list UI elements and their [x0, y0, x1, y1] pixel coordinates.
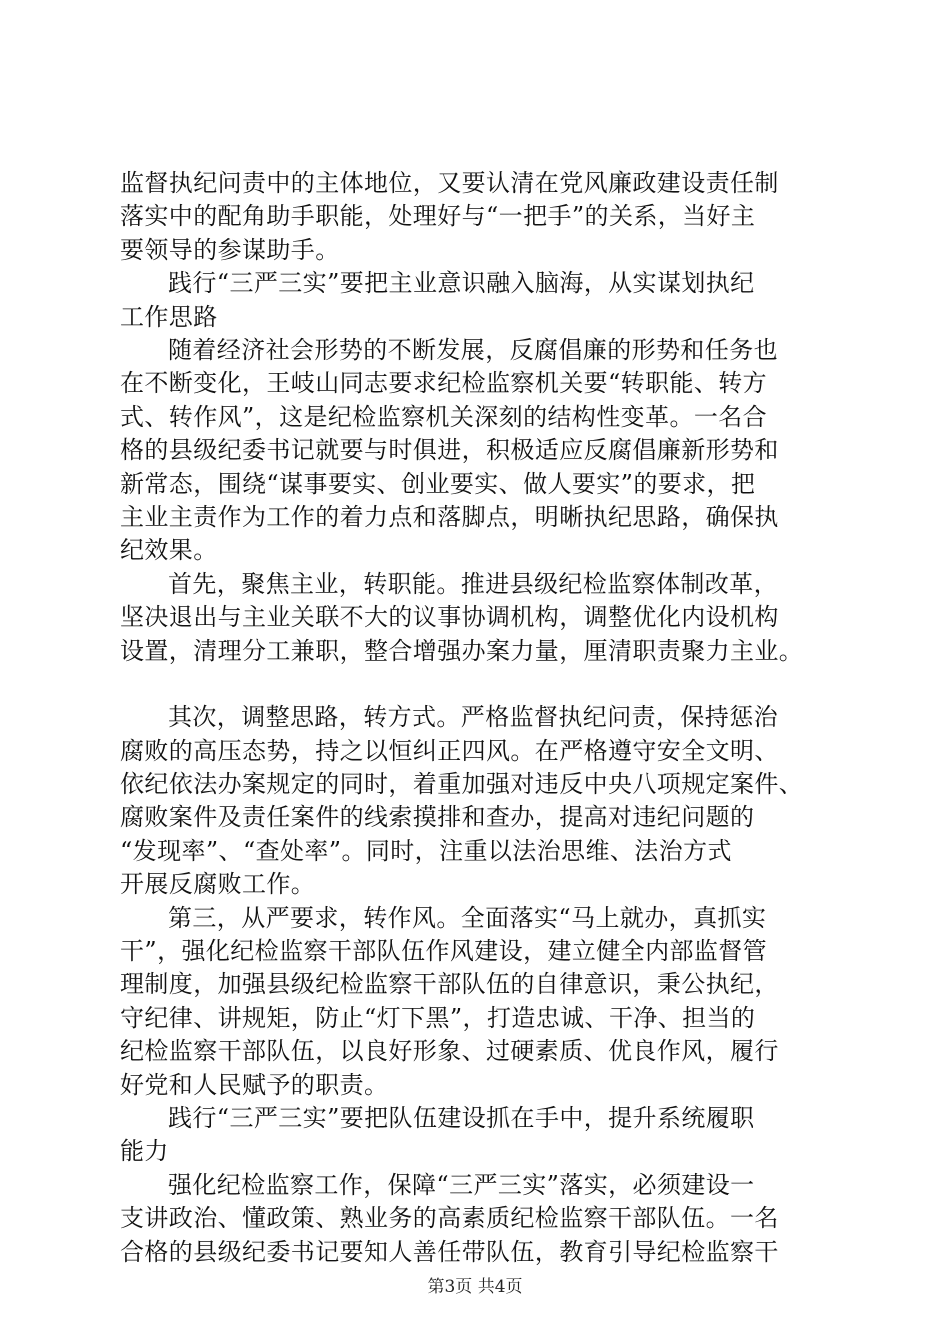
paragraph: 强化纪检监察工作，保障“三严三实”落实，必须建设一 支讲政治、懂政策、熟业务的高素质纪检监察干部队伍。一名 合格的县级纪委书记要知人善任带队伍，教育引导纪检监察干 — [120, 1170, 779, 1266]
paragraph: 首先，聚焦主业，转职能。推进县级纪检监察体制改革， 坚决退出与主业关联不大的议事协调机构，调整优化内设机构 设置，清理分工兼职，整合增强办案力量，厘清职责聚力主业。 — [120, 569, 804, 665]
document-body — [120, 167, 836, 1269]
section-heading: 践行“三严三实”要把主业意识融入脑海，从实谋划执纪 工作思路 — [120, 269, 755, 331]
page-footer: 第3页 共4页 — [427, 1277, 523, 1297]
paragraph: 随着经济社会形势的不断发展，反腐倡廉的形势和任务也 在不断变化，王岐山同志要求纪检监察机关要“转职能、转方 式、转作风”，这是纪检监察机关深刻的结构性变革。一名合 格的县级纪委书记就要与时俱进，积极适应反腐倡廉新形势和 新常态，围绕“谋事要实、创业要实、做人要实”的要求，把 主业主责作为工作的着力点和落脚点，明晰执纪思路，确保执 纪效果。 — [120, 336, 779, 565]
paragraph: 其次，调整思路，转方式。严格监督执纪问责，保持惩治 腐败的高压态势，持之以恒纠正四风。在严格遵守安全文明、 依纪依法办案规定的同时，着重加强对违反中央八项规定案件、 腐败案件及责任案件的线索摸排和查办，提高对违纪问题的 “发现率”、“查处率”。同时，注重以法治思维、法治方式 开展反腐败工作。 — [120, 703, 804, 899]
section-heading: 践行“三严三实”要把队伍建设抓在手中，提升系统履职 能力 — [120, 1103, 755, 1166]
paragraph: 第三，从严要求，转作风。全面落实“马上就办，真抓实 干”，强化纪检监察干部队伍作风建设，建立健全内部监督管 理制度，加强县级纪检监察干部队伍的自律意识，秉公执纪， 守纪律、讲规矩，防止“灯下黑”，打造忠诚、干净、担当的 纪检监察干部队伍，以良好形象、过硬素质、优良作风，履行 好党和人民赋予的职责。 — [120, 903, 779, 1099]
paragraph-continuation: 监督执纪问责中的主体地位，又要认清在党风廉政建设责任制 落实中的配角助手职能，处理好与“一把手”的关系，当好主 要领导的参谋助手。 — [120, 169, 779, 264]
